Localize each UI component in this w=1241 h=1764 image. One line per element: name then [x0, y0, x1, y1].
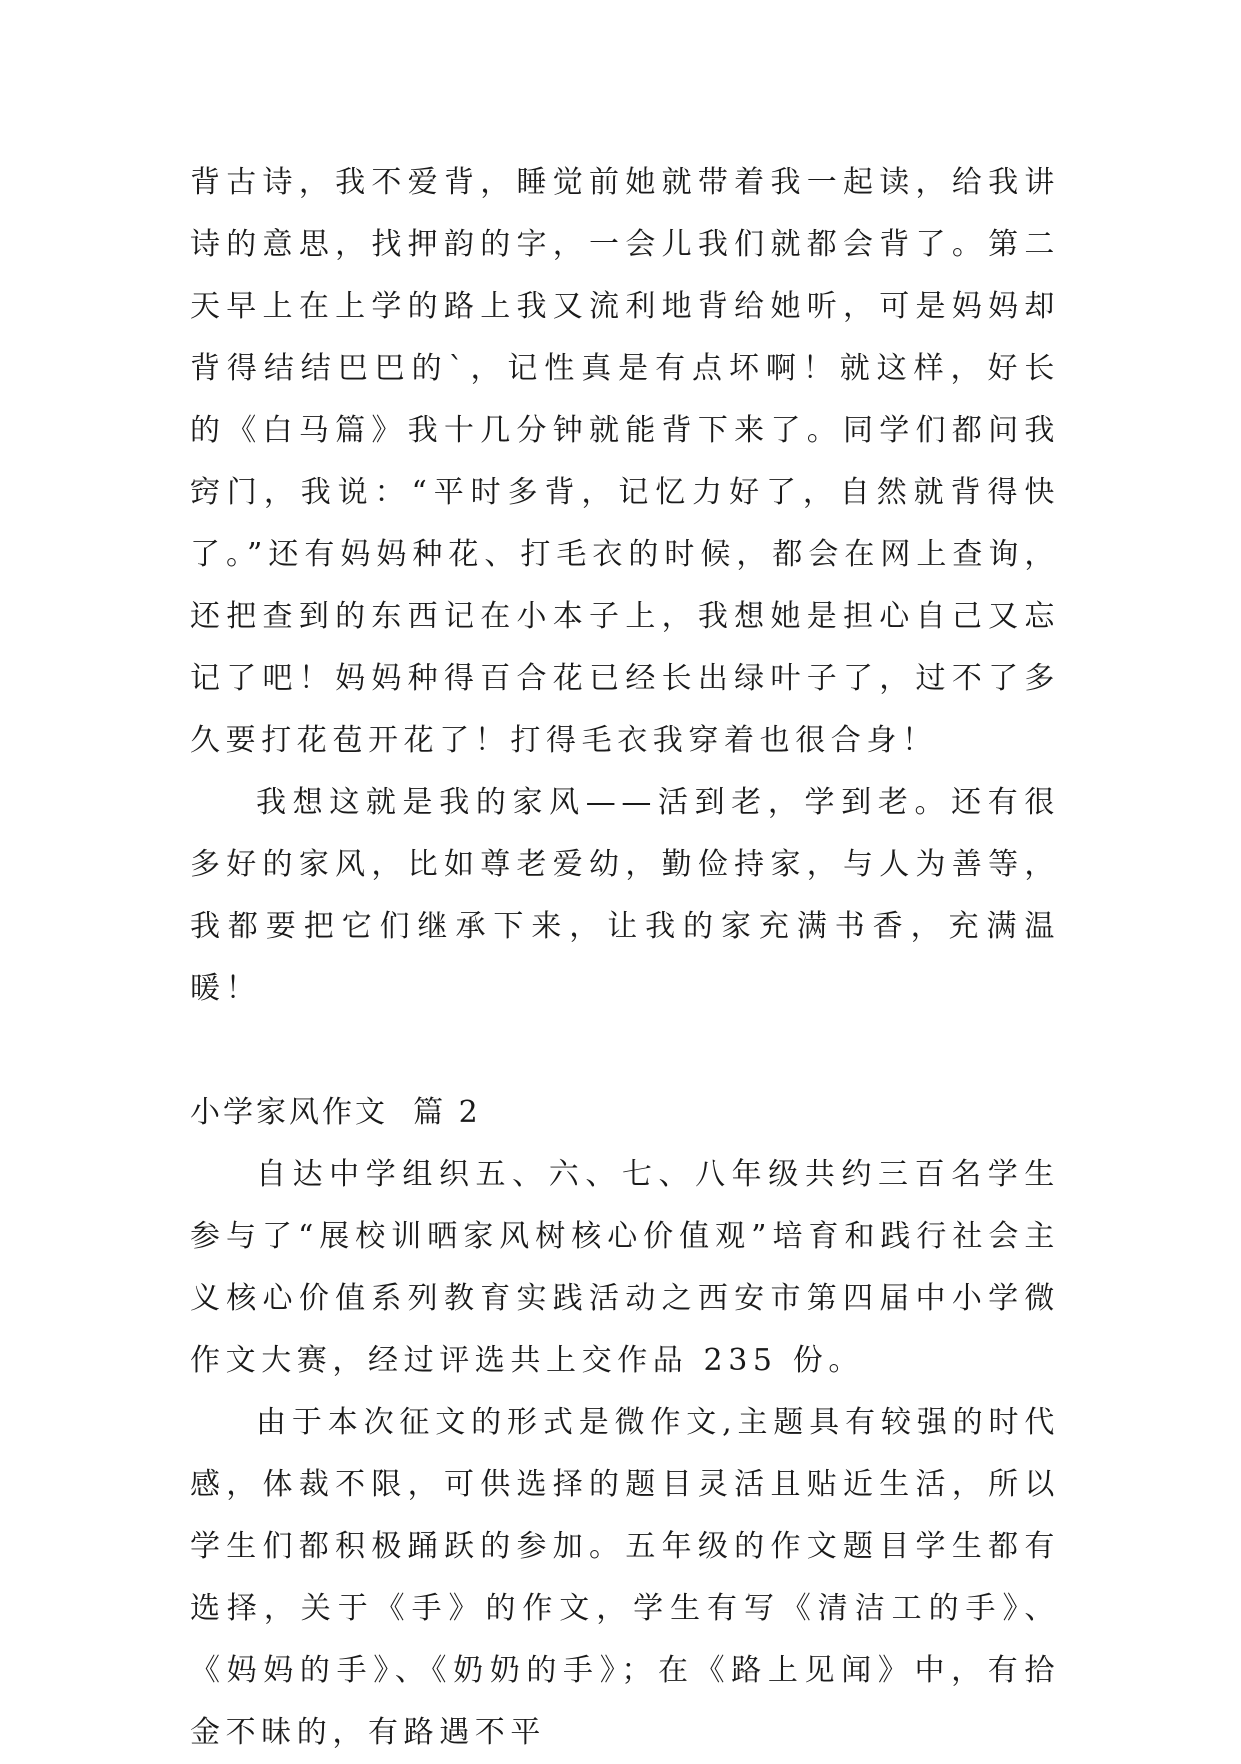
paragraph: 我想这就是我的家风——活到老，学到老。还有很多好的家风，比如尊老爱幼，勤俭持家，与人为善等，我都要把它们继承下来，让我的家充满书香，充满温暖！ [190, 785, 1060, 1006]
document-body [190, 152, 1060, 1764]
paragraph-continued: 背古诗，我不爱背，睡觉前她就带着我一起读，给我讲诗的意思，找押韵的字，一会儿我们就都会背了。第二天早上在上学的路上我又流利地背给她听，可是妈妈却背得结结巴巴的`，记性真是有点坏啊！就这样，好长的《白马篇》我十几分钟就能背下来了。同学们都问我窍门，我说：“平时多背，记忆力好了，自然就背得快了。”还有妈妈种花、打毛衣的时候，都会在网上查询，还把查到的东西记在小本子上，我想她是担心自己又忘记了吧！妈妈种得百合花已经长出绿叶子了，过不了多久要打花苞开花了！打得毛衣我穿着也很合身！ [190, 165, 1060, 758]
section-title: 小学家风作文 篇 2 [190, 1095, 481, 1130]
paragraph: 自达中学组织五、六、七、八年级共约三百名学生参与了“展校训晒家风树核心价值观”培育和践行社会主义核心价值系列教育实践活动之西安市第四届中小学微作文大赛，经过评选共上交作品 235 份。 [190, 1157, 1060, 1378]
paragraph: 由于本次征文的形式是微作文,主题具有较强的时代感，体裁不限，可供选择的题目灵活且贴近生活，所以学生们都积极踊跃的参加。五年级的作文题目学生都有选择，关于《手》的作文，学生有写《清洁工的手》、《妈妈的手》、《奶奶的手》；在《路上见闻》中，有拾金不昧的，有路遇不平 [190, 1405, 1060, 1750]
